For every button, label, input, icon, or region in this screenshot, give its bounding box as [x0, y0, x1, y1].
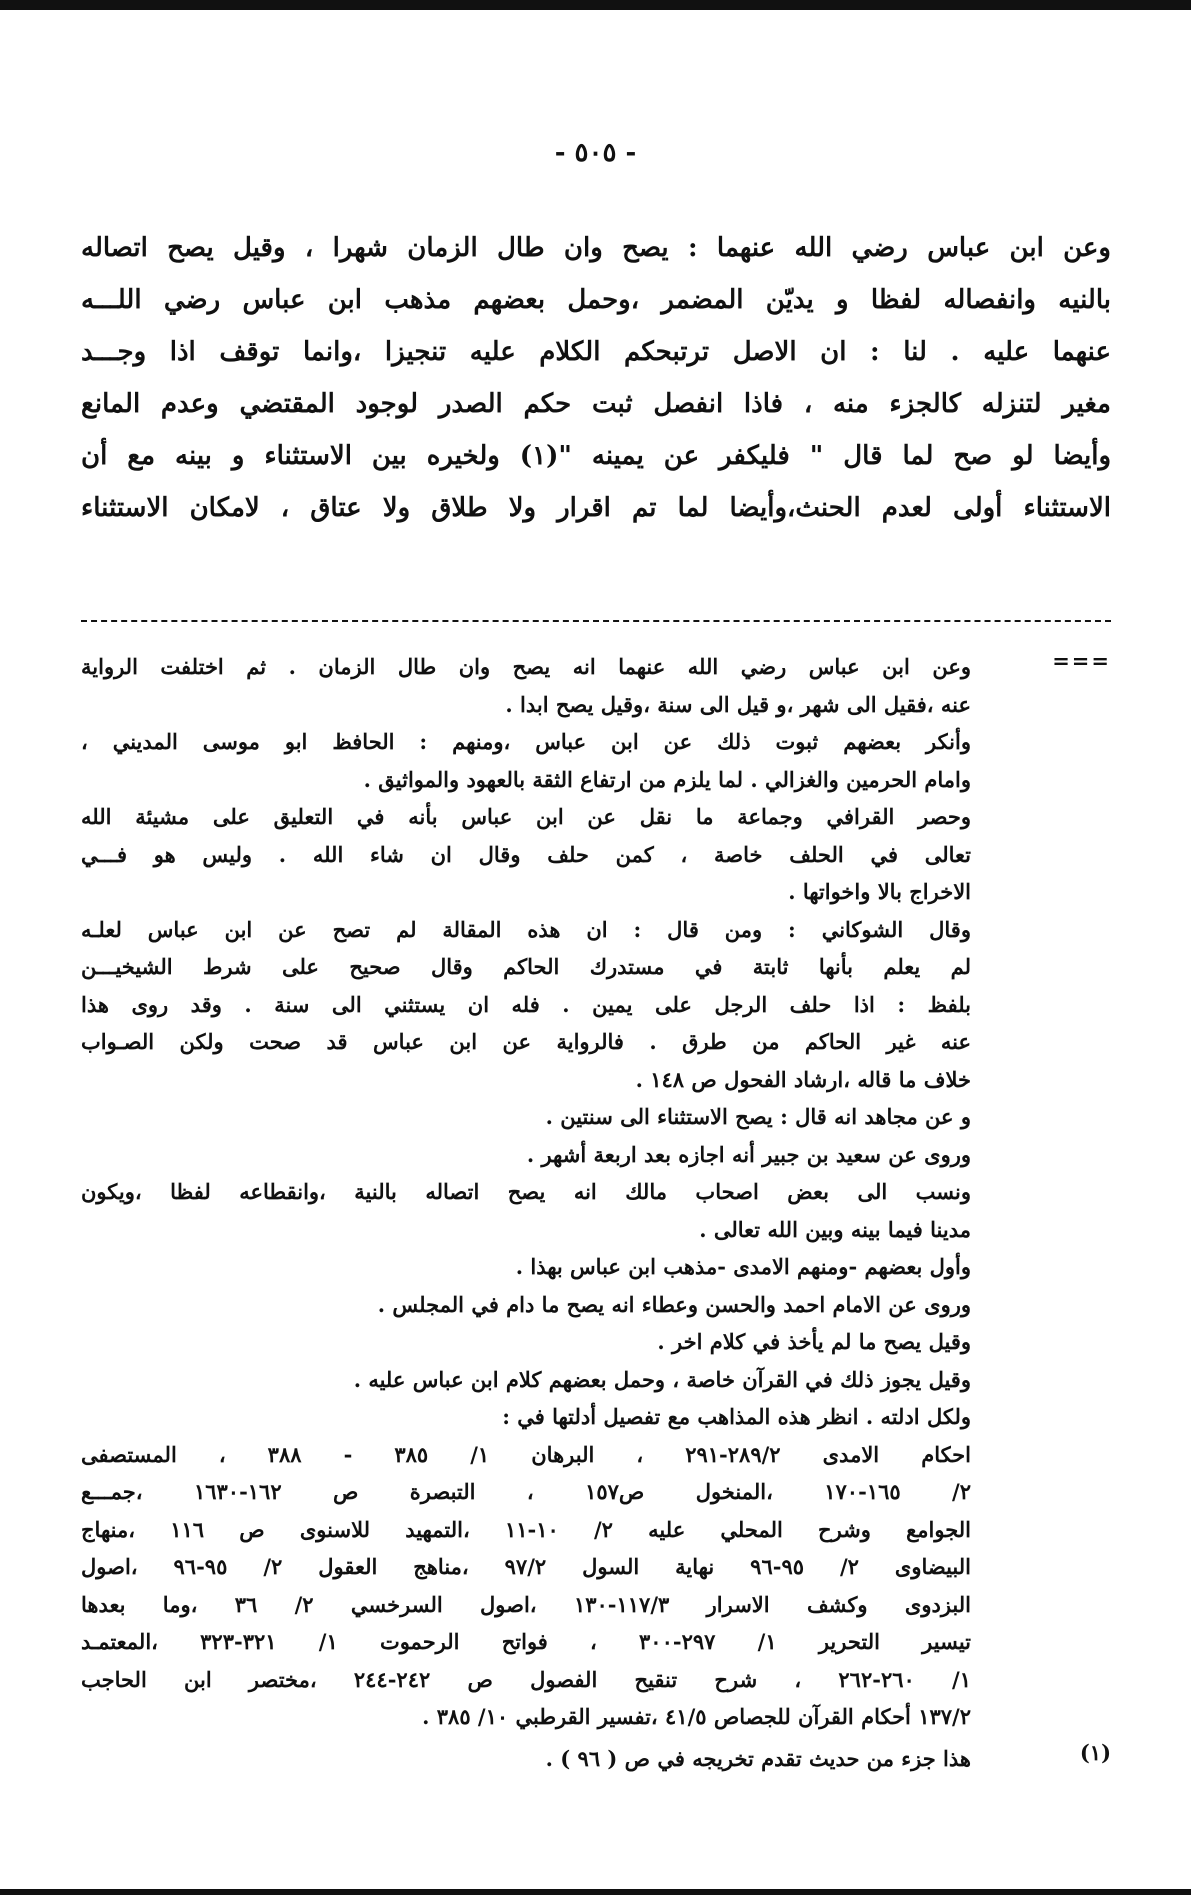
footnote-line: لم يعلم بأنها ثابتة في مستدرك الحاكم وقال صحيح على شرط الشيخيـــن: [81, 954, 971, 979]
footnote-reference-line: ١/ ٢٦٠-٢٦٢ ، شرح تنقيح الفصول ص ٢٤٢-٢٤٤ ،مختصر ابن الحاجب: [81, 1666, 971, 1692]
bottom-scan-border: [0, 1889, 1191, 1895]
footnotes-section: [81, 648, 1111, 1777]
footnote-line: وروى عن الامام احمد والحسن وعطاء انه يصح ما دام في المجلس .: [377, 1291, 971, 1317]
footnote-line: وعن ابن عباس رضي الله عنهما انه يصح وان طال الزمان . ثم اختلفت الرواية: [81, 654, 971, 679]
footnote-1-body: [81, 1740, 971, 1778]
main-text-block: [81, 222, 1111, 534]
main-text-line: وأيضا لو صح لما قال " فليكفر عن يمينه "(١) ولخيره بين الاستثناء و بينه مع أن: [81, 441, 1111, 471]
footnote-line: وامام الحرمين والغزالي . لما يلزم من ارتفاع الثقة بالعهود والمواثيق .: [363, 766, 971, 792]
footnote-line: وقيل يجوز ذلك في القرآن خاصة ، وحمل بعضهم كلام ابن عباس عليه .: [353, 1366, 971, 1392]
footnote-reference-line: تيسير التحرير ١/ ٢٩٧-٣٠٠ ، فواتح الرحموت ١/ ٣٢١-٣٢٣ ،المعتمـد: [81, 1629, 971, 1654]
footnote-line: ونسب الى بعض اصحاب مالك انه يصح اتصاله بالنية ،وانقطاعه لفظا ،ويكون: [81, 1179, 971, 1204]
footnote-line: وقيل يصح ما لم يأخذ في كلام اخر .: [657, 1329, 971, 1354]
footnote-line: وأنكر بعضهم ثبوت ذلك عن ابن عباس ،ومنهم : الحافظ ابو موسى المديني ،: [81, 729, 971, 754]
footnote-line: مدينا فيما بينه وبين الله تعالى .: [699, 1216, 971, 1242]
top-scan-border: [0, 0, 1191, 10]
footnote-line: و عن مجاهد انه قال : يصح الاستثناء الى سنتين .: [545, 1104, 971, 1129]
footnote-line: وحصر القرافي وجماعة ما نقل عن ابن عباس بأنه في التعليق على مشيئة الله: [81, 804, 971, 829]
footnote-reference-line: ١٣٧/٢ أحكام القرآن للجصاص ٤١/٥ ،تفسير القرطبي ١٠/ ٣٨٥ .: [422, 1704, 971, 1729]
footnote-reference-line: الجوامع وشرح المحلي عليه ٢/ ١٠-١١ ،التمهيد للاسنوى ص ١١٦ ،منهاج: [81, 1516, 971, 1542]
page-number: - ٥٠٥ -: [554, 138, 637, 168]
footnote-line: ولكل ادلته . انظر هذه المذاهب مع تفصيل أدلتها في :: [502, 1404, 971, 1429]
main-text-line: وعن ابن عباس رضي الله عنهما : يصح وان طال الزمان شهرا ، وقيل يصح اتصاله: [81, 233, 1111, 263]
footnote-line: وروى عن سعيد بن جبير أنه اجازه بعد اربعة أشهر .: [526, 1141, 971, 1167]
footnote-reference-line: احكام الامدى ٢٨٩/٢-٢٩١ ، البرهان ١/ ٣٨٥ - ٣٨٨ ، المستصفى: [81, 1441, 971, 1467]
footnote-continuation-body: [81, 648, 971, 1736]
main-text-line: بالنيه وانفصاله لفظا و يديّن المضمر ،وحمل بعضهم مذهب ابن عباس رضي اللـــه: [81, 285, 1111, 315]
footnote-line: وأول بعضهم -ومنهم الامدى -مذهب ابن عباس بهذا .: [515, 1254, 971, 1279]
footnote-line: عنه غير الحاكم من طرق . فالرواية عن ابن عباس قد صحت ولكن الصـواب: [81, 1029, 971, 1054]
footnote-reference-line: البيضاوى ٢/ ٩٥-٩٦ نهاية السول ٩٧/٢ ،مناهج العقول ٢/ ٩٥-٩٦ ،اصول: [81, 1554, 971, 1579]
footnote-1-text: هذا جزء من حديث تقدم تخريجه في ص ( ٩٦ ) .: [545, 1745, 971, 1771]
footnote-line: بلفظ : اذا حلف الرجل على يمين . فله ان يستثني الى سنة . وقد روى هذا: [81, 991, 971, 1017]
footnote-1-marker: (١): [1079, 1739, 1111, 1765]
footnote-reference-line: البزدوى وكشف الاسرار ١١٧/٣-١٣٠ ،اصول السرخسي ٢/ ٣٦ ،وما بعدها: [81, 1591, 971, 1617]
main-text-line: الاستثناء أولى لعدم الحنث،وأيضا لما تم اقرار ولا طلاق ولا عتاق ، لامكان الاستثناء: [81, 493, 1111, 523]
footnote-line: خلاف ما قاله ،ارشاد الفحول ص ١٤٨ .: [635, 1066, 971, 1092]
footnote-line: عنه ،فقيل الى شهر ،و قيل الى سنة ،وقيل يصح ابدا .: [505, 691, 971, 717]
main-text-line: عنهما عليه . لنا : ان الاصل ترتبحكم الكلام عليه تنجيزا ،وانما توقف اذا وجـــد: [81, 337, 1111, 367]
footnote-1: [81, 1740, 1111, 1778]
footnote-reference-line: ٢/ ١٦٥-١٧٠ ،المنخول ص١٥٧ ، التبصرة ص ١٦٢-١٦٣٠ ،جمـــع: [81, 1479, 971, 1504]
footnote-continuation: [81, 648, 1111, 1736]
main-text-line: مغير لتنزله كالجزء منه ، فاذا انفصل ثبت حكم الصدر لوجود المقتضي وعدم المانع: [81, 389, 1111, 419]
footnote-divider: [81, 600, 1111, 622]
continuation-marker: ===: [1052, 648, 1111, 673]
footnote-line: الاخراج بالا واخواتها .: [788, 879, 971, 904]
footnote-line: تعالى في الحلف خاصة ، كمن حلف وقال ان شاء الله . وليس هو فـــي: [81, 841, 971, 867]
footnote-line: وقال الشوكاني : ومن قال : ان هذه المقالة لم تصح عن ابن عباس لعلـه: [81, 916, 971, 942]
